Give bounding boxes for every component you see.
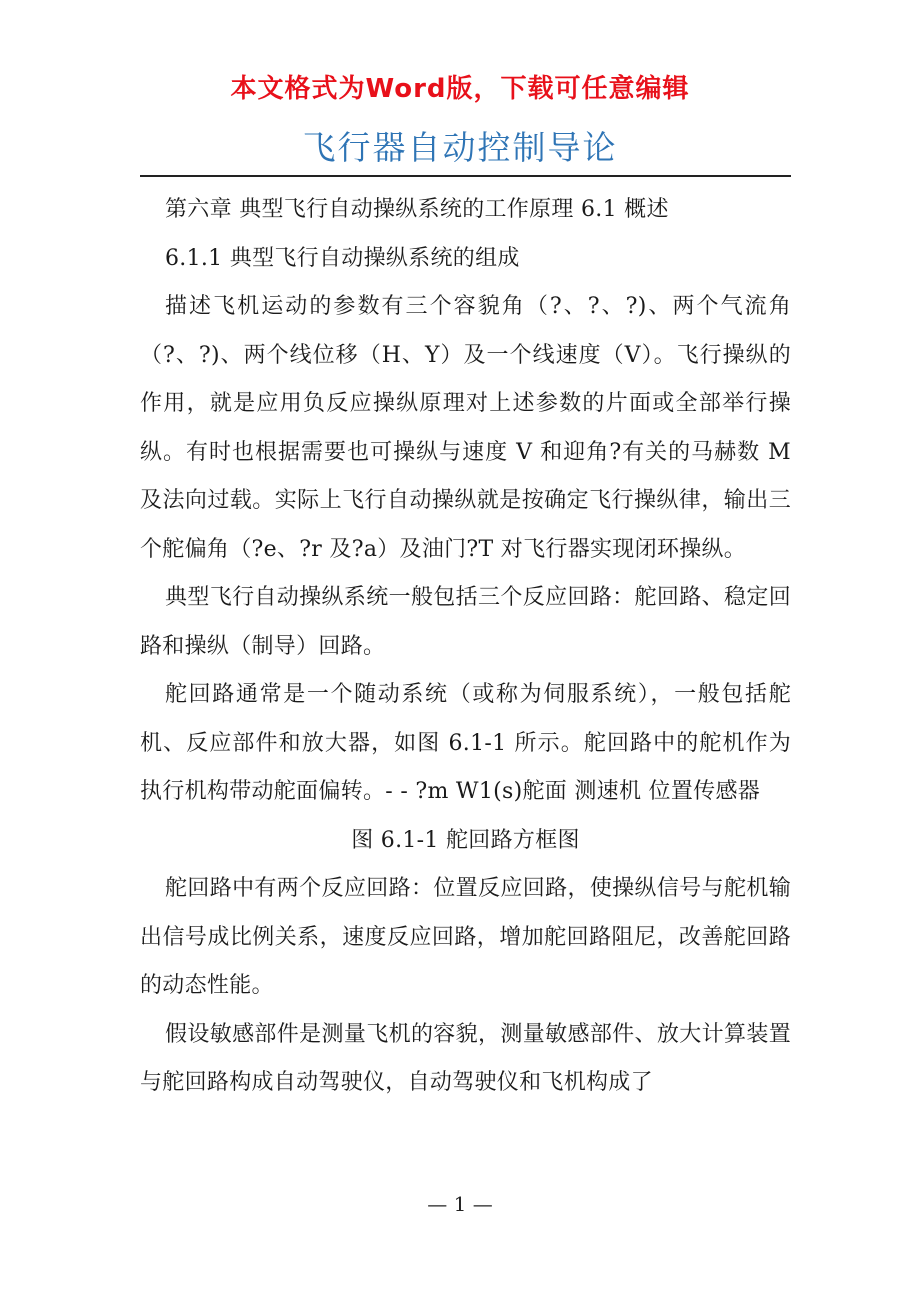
title-divider: [140, 175, 791, 177]
document-title: 飞行器自动控制导论: [302, 128, 618, 167]
paragraph-autopilot: 假设敏感部件是测量飞机的容貌，测量敏感部件、放大计算装置与舵回路构成自动驾驶仪，自动驾驶仪和飞机构成了: [140, 1021, 791, 1095]
paragraph-feedback-loops: 典型飞行自动操纵系统一般包括三个反应回路：舵回路、稳定回路和操纵（制导）回路。: [140, 585, 791, 659]
chapter-heading: 第六章 典型飞行自动操纵系统的工作原理 6.1 概述: [165, 197, 669, 222]
paragraph-flight-parameters: 描述飞机运动的参数有三个容貌角（?、?、?)、两个气流角（?、?)、两个线位移（H、Y）及一个线速度（V）。飞行操纵的作用，就是应用负反应操纵原理对上述参数的片面或全部举行操纵。有时也根据需要也可操纵与速度 V 和迎角?有关的马赫数 M 及法向过载。实际上飞行自动操纵就是按确定飞行操纵律，输出三个舵偏角（?e、?r 及?a）及油门?T 对飞行器实现闭环操纵。: [140, 294, 791, 562]
paragraph-servo-loop: 舵回路通常是一个随动系统（或称为伺服系统），一般包括舵机、反应部件和放大器，如图 6.1-1 所示。舵回路中的舵机作为执行机构带动舵面偏转。- - ?m W1(s)舵面 测速机 位置传感器: [140, 682, 791, 804]
figure-caption: 图 6.1-1 舵回路方框图: [351, 827, 580, 853]
page-number: — 1 —: [427, 1192, 493, 1216]
document-body: [140, 186, 791, 1108]
section-heading: 6.1.1 典型飞行自动操纵系统的组成: [165, 245, 520, 271]
format-banner: 本文格式为Word版，下载可任意编辑: [230, 74, 690, 104]
paragraph-servo-feedback: 舵回路中有两个反应回路：位置反应回路，使操纵信号与舵机输出信号成比例关系，速度反应回路，增加舵回路阻尼，改善舵回路的动态性能。: [140, 876, 791, 998]
